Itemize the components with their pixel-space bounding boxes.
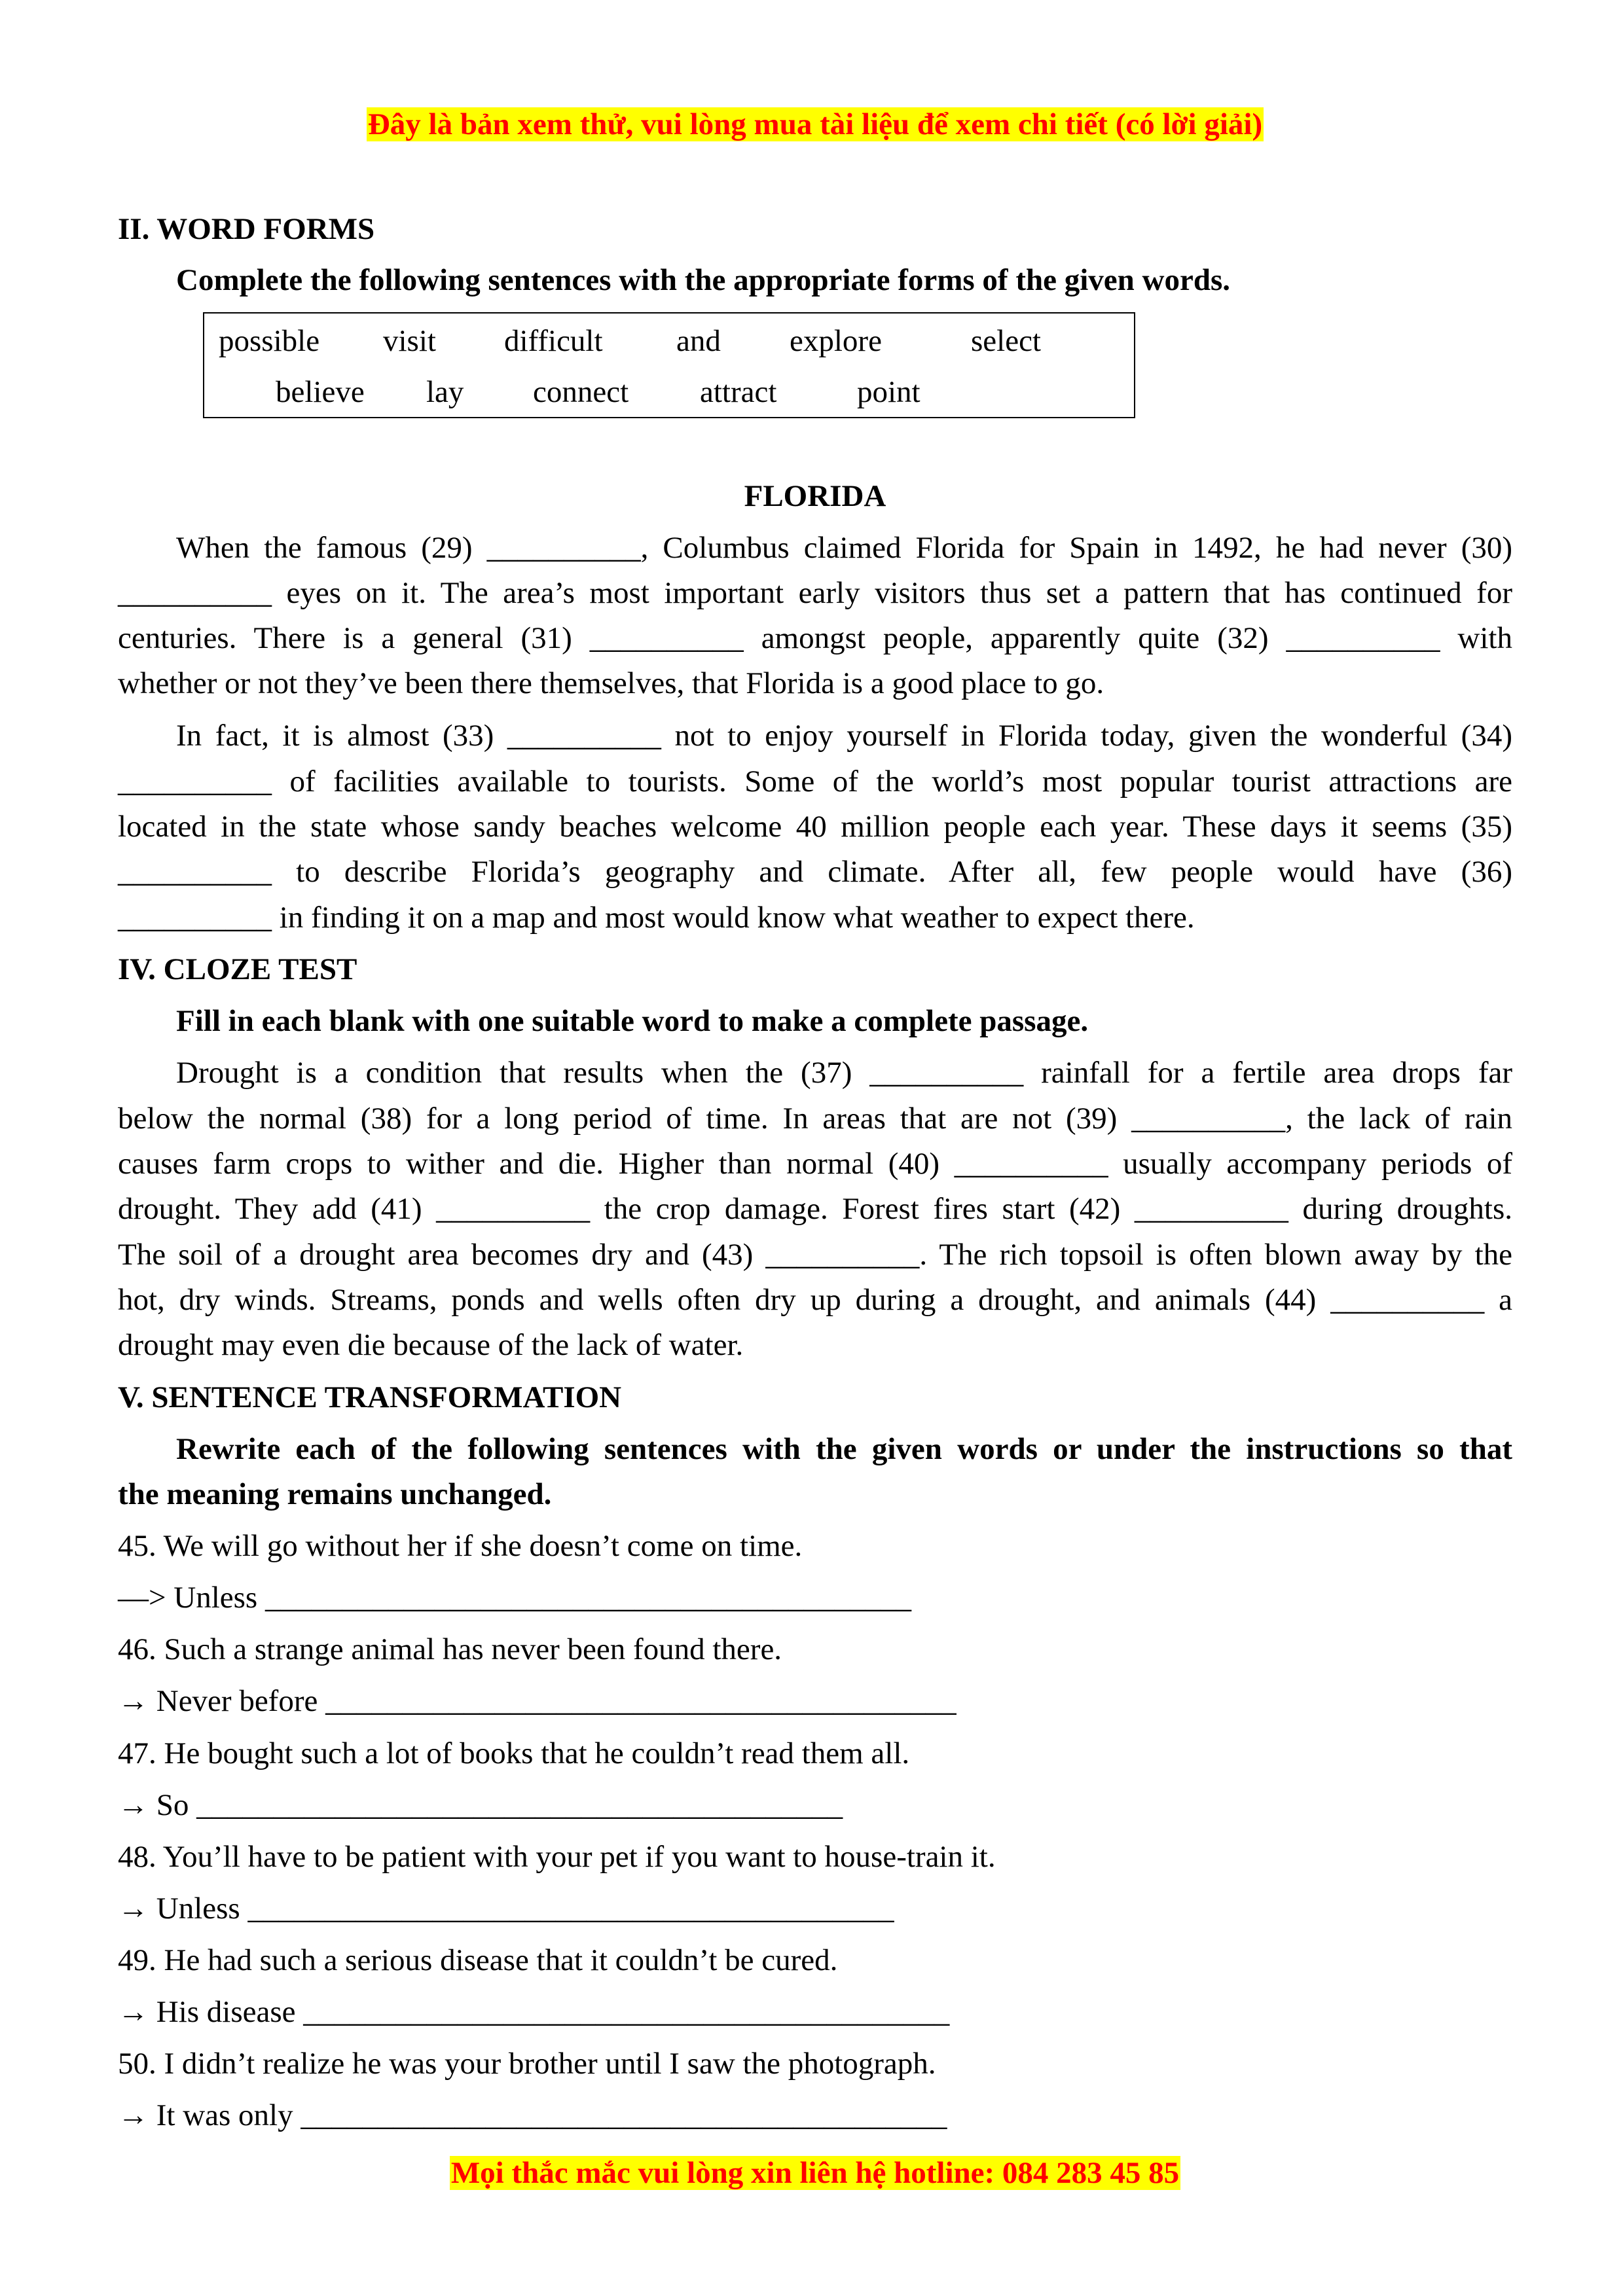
answer-line-45: —> Unless __________________________________________ — [118, 1581, 911, 1615]
answer-line-47: → So __________________________________________ — [118, 1788, 843, 1822]
word-item: possible — [219, 324, 320, 358]
answer-line-46: → Never before _________________________________________ — [118, 1684, 957, 1718]
instruction-transformation: the meaning remains unchanged. — [118, 1477, 552, 1511]
passage-line: below the normal (38) for a long period of time. In areas that are not (39) __________, the lack of rain — [118, 1102, 1512, 1136]
word-item: lay — [426, 375, 464, 409]
word-box-row-2 — [204, 372, 1134, 412]
passage-line: In fact, it is almost (33) __________ not to enjoy yourself in Florida today, given the wonderful (34) — [176, 719, 1512, 753]
answer-line-48: → Unless __________________________________________ — [118, 1892, 894, 1926]
word-item: select — [971, 324, 1041, 358]
answer-line-50: → It was only __________________________________________ — [118, 2098, 947, 2132]
word-item: connect — [533, 375, 629, 409]
passage-line: drought. They add (41) __________ the crop damage. Forest fires start (42) __________ during droughts. — [118, 1192, 1512, 1226]
word-box-row-1 — [204, 321, 1134, 361]
answer-line-49: → His disease __________________________________________ — [118, 1995, 950, 2029]
hotline-notice: Mọi thắc mắc vui lòng xin liên hệ hotline: 084 283 45 85 — [450, 2156, 1180, 2190]
passage-line: Drought is a condition that results when the (37) __________ rainfall for a fertile area drops far — [176, 1056, 1512, 1090]
passage-line: __________ eyes on it. The area’s most important early visitors thus set a pattern that has continued for — [118, 576, 1512, 610]
passage-line: causes farm crops to wither and die. Higher than normal (40) __________ usually accompany periods of — [118, 1147, 1512, 1181]
passage-line: drought may even die because of the lack of water. — [118, 1328, 744, 1362]
instruction-word-forms: Complete the following sentences with the appropriate forms of the given words. — [176, 263, 1231, 297]
word-item: point — [857, 375, 921, 409]
question-47: 47. He bought such a lot of books that he couldn’t read them all. — [118, 1736, 910, 1770]
question-45: 45. We will go without her if she doesn’t come on time. — [118, 1529, 803, 1563]
passage-line: centuries. There is a general (31) __________ amongst people, apparently quite (32) __________ with — [118, 621, 1512, 655]
question-46: 46. Such a strange animal has never been found there. — [118, 1632, 782, 1666]
section-heading-sentence-transformation: V. SENTENCE TRANSFORMATION — [118, 1380, 622, 1414]
passage-line: located in the state whose sandy beaches welcome 40 million people each year. These days it seems (35) — [118, 810, 1512, 844]
passage-line: __________ of facilities available to tourists. Some of the world’s most popular tourist attractions are — [118, 764, 1512, 798]
passage-line: __________ in finding it on a map and most would know what weather to expect there. — [118, 901, 1195, 935]
word-item: visit — [383, 324, 436, 358]
question-50: 50. I didn’t realize he was your brother until I saw the photograph. — [118, 2047, 936, 2081]
word-item: attract — [700, 375, 777, 409]
question-48: 48. You’ll have to be patient with your pet if you want to house-train it. — [118, 1840, 996, 1874]
passage-line: hot, dry winds. Streams, ponds and wells often dry up during a drought, and animals (44) __________ a — [118, 1283, 1512, 1317]
word-box — [203, 312, 1135, 418]
word-item: difficult — [504, 324, 603, 358]
section-heading-cloze-test: IV. CLOZE TEST — [118, 952, 357, 986]
instruction-transformation: Rewrite each of the following sentences with the given words or under the instructions so that — [176, 1432, 1512, 1466]
preview-notice: Đây là bản xem thử, vui lòng mua tài liệu để xem chi tiết (có lời giải) — [367, 107, 1263, 141]
passage-line: whether or not they’ve been there themselves, that Florida is a good place to go. — [118, 666, 1104, 700]
section-heading-word-forms: II. WORD FORMS — [118, 212, 375, 246]
word-item: and — [676, 324, 721, 358]
word-item: believe — [276, 375, 365, 409]
passage-line: When the famous (29) __________, Columbus claimed Florida for Spain in 1492, he had never (30) — [176, 531, 1512, 565]
instruction-cloze-test: Fill in each blank with one suitable word to make a complete passage. — [176, 1004, 1089, 1038]
question-49: 49. He had such a serious disease that it couldn’t be cured. — [118, 1943, 838, 1977]
passage-line: __________ to describe Florida’s geography and climate. After all, few people would have (36) — [118, 855, 1512, 889]
word-item: explore — [790, 324, 882, 358]
passage-line: The soil of a drought area becomes dry and (43) __________. The rich topsoil is often blown away by the — [118, 1238, 1512, 1272]
passage-title-florida: FLORIDA — [744, 479, 886, 513]
